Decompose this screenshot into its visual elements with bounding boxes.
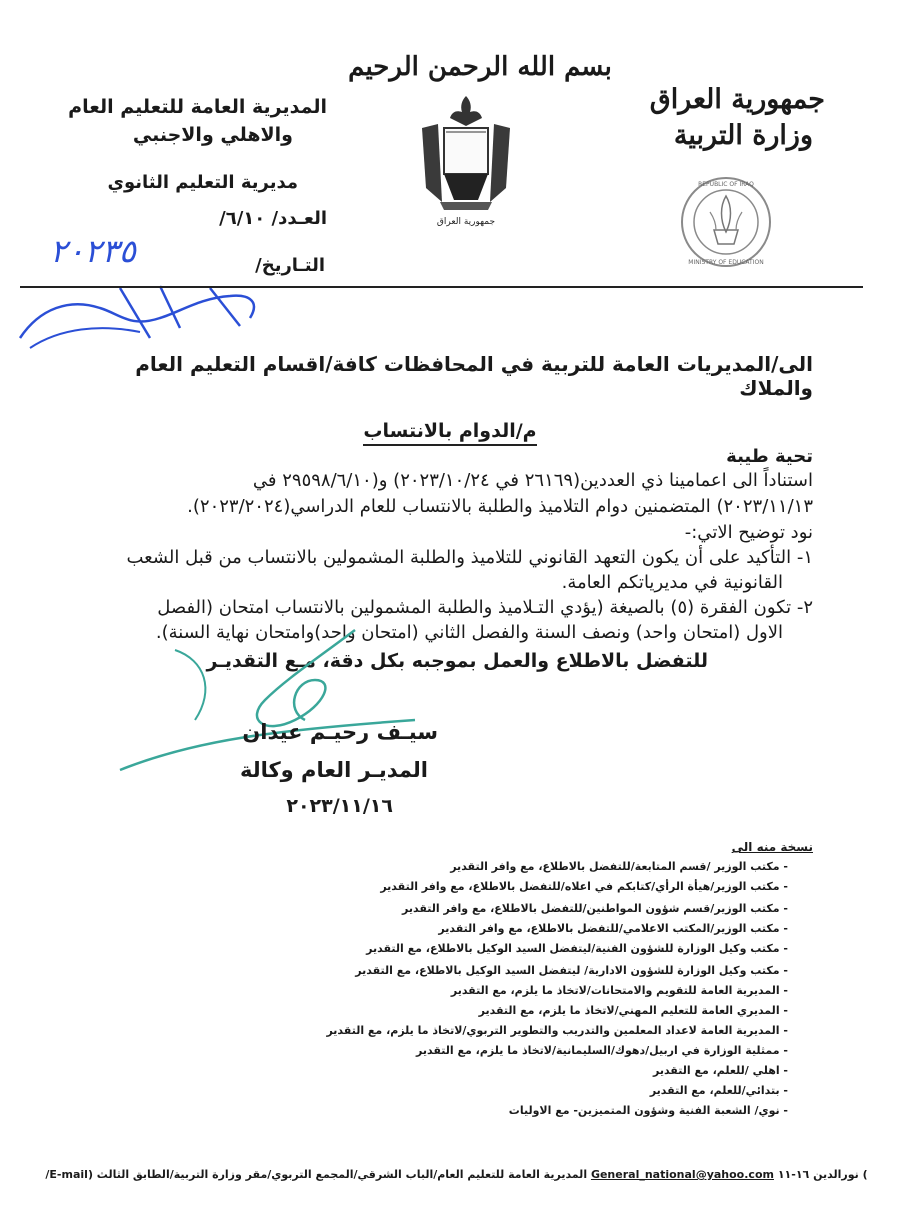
cc-title: نسخة منه الى [731,840,813,854]
signer-title: المديـر العام وكالة [239,758,428,782]
body-line-7: الاول (امتحان واحد) ونصف السنة والفصل الثاني (امتحان واحد)وامتحان نهاية السنة). [155,622,783,643]
basmala: بسم الله الرحمن الرحيم [348,52,612,82]
cc-item: - نوي/ الشعبة الفنية وشؤون المتميزين- مع الاوليات [509,1104,788,1117]
ministry-seal-icon [680,172,772,282]
footer [0,1168,913,1181]
cc-item: - المديرية العامة لاعداد المعلمين والتدريب والتطوير التربوي/لاتخاذ ما يلزم، مع التقدير [326,1024,788,1037]
addressee: الى/المديريات العامة للتربية في المحافظات كافة/اقسام التعليم العام والملاك [135,352,813,400]
footer-email-link[interactable]: General_national@yahoo.com [590,1168,774,1181]
signer-name: سيـف رحيـم عيدان [242,720,438,744]
cc-item: - اهلي /للعلم، مع التقدير [653,1064,788,1077]
eagle-emblem-icon [418,92,514,228]
subject-text: م/الدوام بالانتساب [363,420,536,446]
number-label: العـدد/ [271,208,327,229]
greeting: تحية طيبة [726,446,813,467]
body-line-2: ٢٠٢٣/١١/١٣) المتضمنين دوام التلاميذ والطلبة بالانتساب للعام الدراسي(٢٠٢٣/٢٠٢٤). [187,496,813,517]
signature-date: ٢٠٢٣/١١/١٦ [286,795,393,817]
cc-item: - مكتب الوزير/هيأة الرأي/كتابكم في اعلاه/للتفضل بالاطلاع، مع وافر التقدير [380,880,788,893]
body-line-4: ١- التأكيد على أن يكون التعهد القانوني للتلاميذ والطلبة المشمولين بالانتساب من قبل الشعب [126,547,813,568]
body-line-3: نود توضيح الاتي:- [684,522,813,543]
body-line-6: ٢- تكون الفقرة (٥) بالصيغة (يؤدي التـلاميذ والطلبة المشمولين بالانتساب امتحان (الفصل [157,597,813,618]
number-value: ٦/١٠/ [219,208,266,229]
signature-icon [115,620,425,780]
body-line-1: استناداً الى اعمامينا ذي العددين(٢٦١٦٩ في ٢٠٢٣/١٠/٢٤) و(٢٩٥٩٨/٦/١٠ في [252,470,813,491]
seal-text-top: REPUBLIC OF IRAQ [698,181,754,188]
subject [250,420,650,442]
ministry-name: وزارة التربية [673,120,813,151]
cc-item: - مكتب وكيل الوزارة للشؤون الفنية/ليتفضل السيد الوكيل بالاطلاع، مع التقدير [366,942,788,955]
cc-item: - المديري العامة للتعليم المهني/لاتخاذ ما يلزم، مع التقدير [479,1004,788,1017]
seal-text: MINISTRY OF EDUCATION [688,259,764,266]
cc-item: - مكتب وكيل الوزارة للشؤون الادارية/ ليتفضل السيد الوكيل بالاطلاع، مع التقدير [355,964,788,977]
directorate-name: مديرية التعليم الثانوي [107,172,298,193]
footer-text-after: ) نورالدين ١٦-١١ [777,1168,868,1181]
cc-item: - ممثلية الوزارة في اربيل/دهوك/السليمانية/لاتخاذ ما يلزم، مع التقدير [416,1044,788,1057]
cc-item: - مكتب الوزير /قسم المتابعة/للتفضل بالاطلاع، مع وافر التقدير [450,860,788,873]
directorate-general-line-2: والاهلي والاجنبي [132,124,293,146]
cc-item: - مكتب الوزير/قسم شؤون المواطنين/للتفضل بالاطلاع، مع وافر التقدير [402,902,788,915]
pen-scribble-icon [10,278,270,358]
directorate-general: المديرية العامة للتعليم العام [68,96,327,118]
footer-text-before: المديرية العامة للتعليم العام/الباب الشرقي/المجمع التربوي/مقر وزارة التربية/الطابق الثالث (E-mail/ [45,1168,588,1181]
closing-line: للتفضل بالاطلاع والعمل بموجبه بكل دقة، مـع التقديـر [206,650,708,672]
handwritten-number [40,224,270,274]
cc-item: - المديرية العامة للتقويم والامتحانات/لاتخاذ ما يلزم، مع التقدير [451,984,788,997]
handwritten-number-text: ٢٠٢٣٥ [50,232,136,270]
cc-item: - مكتب الوزير/المكتب الاعلامي/للتفضل بالاطلاع، مع وافر التقدير [438,922,788,935]
body-line-5: القانونية في مديرياتكم العامة. [561,572,783,593]
date-label: التـاريخ/ [255,255,325,276]
republic-name: جمهورية العراق [649,84,825,115]
cc-item: - بتدائي/للعلم، مع التقدير [650,1084,788,1097]
header-divider [20,286,863,288]
emblem-caption: جمهورية العراق [436,217,496,227]
